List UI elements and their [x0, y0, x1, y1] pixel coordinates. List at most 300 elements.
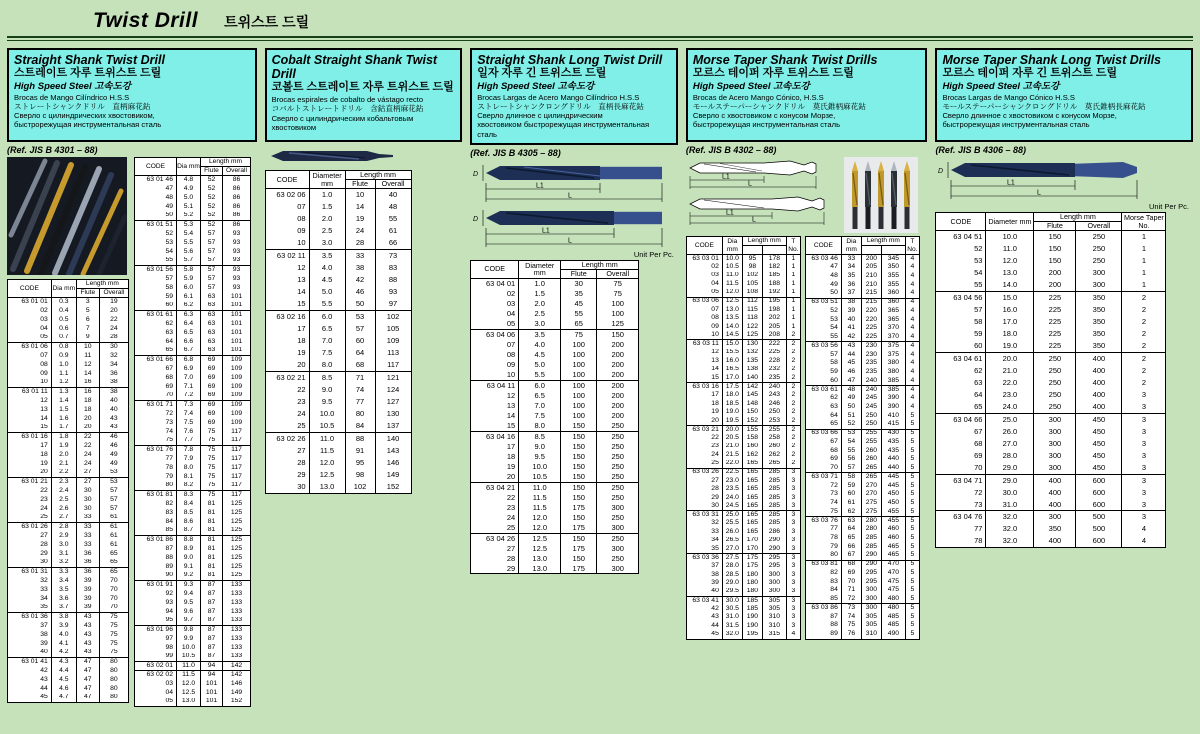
code: 50 — [805, 289, 841, 298]
overall-length: 109 — [223, 356, 251, 365]
size-row — [936, 474, 1166, 486]
code: 78 — [135, 464, 177, 473]
overall-length: 200 — [597, 339, 639, 349]
diameter: 0.6 — [51, 325, 76, 334]
diameter: 54 — [841, 438, 861, 447]
flute-length: 245 — [861, 403, 881, 412]
diameter: 11.0 — [722, 272, 742, 281]
code: 87 — [135, 545, 177, 554]
overall-length: 53 — [99, 478, 128, 487]
diameter: 3.9 — [51, 622, 76, 631]
diameter: 32.0 — [986, 535, 1034, 547]
flute-length: 47 — [76, 676, 99, 685]
diameter: 44 — [841, 351, 861, 360]
flute-length: 190 — [742, 613, 762, 622]
overall-length: 600 — [1076, 535, 1122, 547]
diameter: 76 — [841, 630, 861, 639]
size-row — [135, 185, 251, 194]
diameter: 3.1 — [51, 550, 76, 559]
diameter: 10.5 — [177, 653, 201, 662]
code: 63 01 46 — [135, 176, 177, 185]
diameter: 2.5 — [309, 225, 345, 237]
size-row — [8, 451, 129, 460]
diameter: 74 — [841, 613, 861, 622]
code: 39 — [686, 579, 722, 588]
size-row — [686, 280, 800, 289]
overall-length: 61 — [99, 541, 128, 550]
overall-length: 440 — [881, 455, 905, 464]
diameter: 28.0 — [722, 562, 742, 571]
diameter: 5.3 — [177, 221, 201, 230]
size-row — [135, 554, 251, 563]
overall-length: 600 — [1076, 474, 1122, 486]
svg-text:L: L — [568, 237, 573, 245]
code: 77 — [936, 523, 986, 535]
overall-length: 440 — [881, 464, 905, 473]
diameter: 23.5 — [722, 485, 742, 494]
flute-length: 200 — [1034, 279, 1076, 291]
diameter: 6.6 — [177, 338, 201, 347]
taper-no: 4 — [905, 351, 919, 360]
code: 58 — [936, 316, 986, 328]
taper-no: 3 — [786, 477, 800, 486]
flute-length: 45 — [561, 299, 597, 309]
overall-length: 265 — [762, 460, 786, 469]
size-row — [265, 323, 411, 335]
code: 63 03 41 — [686, 596, 722, 605]
diameter: 7.3 — [177, 401, 201, 410]
code: 72 — [936, 486, 986, 498]
size-row — [8, 415, 129, 424]
code: 63 01 41 — [8, 658, 52, 667]
overall-length: 93 — [223, 275, 251, 284]
size-row — [686, 408, 800, 417]
taper-no: 4 — [905, 394, 919, 403]
size-row — [135, 320, 251, 329]
overall-length: 250 — [597, 421, 639, 431]
diameter: 0.5 — [51, 316, 76, 325]
column-header: Flute — [561, 269, 597, 278]
overall-length: 24 — [99, 325, 128, 334]
description-line: ストレートシャンクドリル 直柄麻花鉆 — [14, 101, 151, 111]
flute-length: 14 — [345, 201, 375, 213]
diameter: 5.6 — [177, 248, 201, 257]
code: 63 04 71 — [936, 474, 986, 486]
size-row — [265, 310, 411, 322]
drill-bits-photo — [7, 157, 127, 275]
overall-length: 117 — [223, 437, 251, 446]
diameter: 5.5 — [309, 298, 345, 310]
size-row — [686, 537, 800, 546]
diameter: 4.4 — [51, 667, 76, 676]
size-row — [471, 401, 639, 411]
flute-length: 300 — [1034, 450, 1076, 462]
overall-length: 38 — [99, 379, 128, 388]
code: 70 — [936, 462, 986, 474]
diameter: 52 — [841, 420, 861, 429]
diameter: 3.0 — [519, 319, 561, 329]
overall-length: 117 — [223, 455, 251, 464]
size-row — [936, 486, 1166, 498]
flute-length: 150 — [1034, 231, 1076, 243]
diameter: 21.5 — [722, 451, 742, 460]
flute-length: 75 — [201, 455, 223, 464]
taper-no: 2 — [1122, 291, 1166, 303]
column-header — [742, 246, 762, 255]
diameter: 2.3 — [51, 478, 76, 487]
overall-length: 101 — [223, 329, 251, 338]
size-row — [686, 434, 800, 443]
flute-length: 115 — [742, 306, 762, 315]
flute-length: 14 — [76, 370, 99, 379]
diameter: 1.0 — [51, 361, 76, 370]
code: 67 — [936, 426, 986, 438]
code: 03 — [8, 316, 52, 325]
overall-length: 146 — [223, 680, 251, 689]
code: 80 — [135, 482, 177, 491]
flute-length: 195 — [742, 631, 762, 640]
diameter: 2.1 — [51, 460, 76, 469]
diameter: 63 — [841, 517, 861, 526]
section-title-en: Straight Shank Twist Drill — [14, 53, 165, 67]
section-header — [935, 48, 1193, 142]
flute-length: 300 — [861, 586, 881, 595]
overall-length: 400 — [1076, 401, 1122, 413]
size-row — [135, 374, 251, 383]
column-header: Diameter mm — [519, 260, 561, 278]
flute-length: 108 — [742, 289, 762, 298]
taper-no: 4 — [1122, 535, 1166, 547]
diameter: 65 — [841, 534, 861, 543]
diameter: 22.5 — [722, 468, 742, 477]
size-row — [135, 329, 251, 338]
code: 69 — [135, 383, 177, 392]
overall-length: 365 — [881, 316, 905, 325]
overall-length: 70 — [99, 577, 128, 586]
diameter: 1.5 — [519, 289, 561, 299]
size-row — [471, 319, 639, 329]
flute-length: 39 — [76, 604, 99, 613]
flute-length: 63 — [201, 329, 223, 338]
flute-length: 101 — [201, 689, 223, 698]
overall-length: 117 — [223, 464, 251, 473]
size-row — [135, 464, 251, 473]
overall-length: 70 — [99, 604, 128, 613]
code: 17 — [471, 441, 519, 451]
size-row — [805, 289, 919, 298]
diameter: 4.5 — [309, 274, 345, 286]
size-row — [936, 511, 1166, 523]
code: 59 — [135, 293, 177, 302]
taper-no: 2 — [786, 349, 800, 358]
diameter: 4.0 — [51, 631, 76, 640]
svg-text:L1: L1 — [1007, 179, 1016, 187]
overall-length: 86 — [223, 194, 251, 203]
flute-length: 63 — [201, 320, 223, 329]
flute-length: 81 — [201, 563, 223, 572]
column-header: Diameter mm — [986, 213, 1034, 231]
flute-length: 165 — [742, 460, 762, 469]
size-row — [936, 279, 1166, 291]
diameter: 5.0 — [177, 194, 201, 203]
diameter: 3.3 — [51, 568, 76, 577]
code: 17 — [265, 323, 309, 335]
code: 14 — [471, 411, 519, 421]
overall-length: 73 — [375, 249, 411, 261]
overall-length: 600 — [1076, 499, 1122, 511]
taper-no: 5 — [905, 630, 919, 639]
code: 18 — [686, 400, 722, 409]
flute-length: 400 — [1034, 535, 1076, 547]
flute-length: 88 — [345, 432, 375, 444]
diameter: 3.2 — [51, 559, 76, 568]
overall-length: 49 — [99, 460, 128, 469]
flute-length: 150 — [1034, 243, 1076, 255]
size-row — [265, 237, 411, 249]
overall-length: 480 — [881, 604, 905, 613]
code: 44 — [686, 622, 722, 631]
code: 53 — [135, 239, 177, 248]
column-header: Length mm — [861, 237, 905, 246]
diameter: 9.1 — [177, 563, 201, 572]
taper-no: 5 — [905, 508, 919, 517]
size-row — [805, 333, 919, 342]
diameter: 16.5 — [722, 366, 742, 375]
overall-length: 102 — [375, 310, 411, 322]
diameter: 5.0 — [309, 286, 345, 298]
overall-length: 480 — [881, 595, 905, 604]
taper-no: 5 — [905, 455, 919, 464]
diameter: 4.2 — [51, 649, 76, 658]
size-row — [686, 631, 800, 640]
overall-length: 86 — [223, 212, 251, 221]
diameter: 31.5 — [722, 622, 742, 631]
code: 19 — [471, 462, 519, 472]
diameter: 28.0 — [986, 450, 1034, 462]
overall-length: 109 — [223, 383, 251, 392]
diameter: 6.3 — [177, 311, 201, 320]
flute-length: 300 — [861, 604, 881, 613]
flute-length: 265 — [861, 473, 881, 482]
diameter: 70 — [841, 578, 861, 587]
diameter: 5.2 — [177, 212, 201, 221]
svg-text:L1: L1 — [725, 209, 734, 217]
diameter: 12.0 — [177, 680, 201, 689]
diameter: 6.1 — [177, 293, 201, 302]
overall-length: 28 — [99, 334, 128, 343]
size-table — [470, 260, 639, 574]
section-straight-shank-long-twist-drill — [470, 48, 678, 574]
flute-length: 400 — [1034, 499, 1076, 511]
overall-length: 430 — [881, 429, 905, 438]
taper-no: 5 — [905, 551, 919, 560]
flute-length: 47 — [76, 685, 99, 694]
flute-length: 122 — [742, 323, 762, 332]
diameter: 29.0 — [722, 579, 742, 588]
code: 82 — [805, 569, 841, 578]
column-header — [881, 246, 905, 255]
diameter: 6.0 — [519, 380, 561, 390]
size-row — [135, 581, 251, 590]
taper-drill — [891, 161, 897, 229]
size-row — [686, 400, 800, 409]
diameter: 1.3 — [51, 388, 76, 397]
code: 80 — [805, 551, 841, 560]
code: 63 04 66 — [936, 413, 986, 425]
code: 20 — [8, 469, 52, 478]
flute-length: 27 — [76, 478, 99, 487]
code: 79 — [135, 473, 177, 482]
code: 03 — [471, 299, 519, 309]
overall-length: 350 — [1076, 316, 1122, 328]
size-row — [805, 595, 919, 604]
code: 72 — [805, 482, 841, 491]
code: 93 — [135, 599, 177, 608]
size-row — [805, 482, 919, 491]
overall-length: 86 — [223, 203, 251, 212]
taper-no: 2 — [786, 400, 800, 409]
size-table — [7, 279, 129, 703]
section-title-en: Cobalt Straight Shank Twist Drill — [271, 53, 438, 81]
size-row — [265, 384, 411, 396]
description-line: Сверло с хвостовиком с конусом Морзе, — [692, 111, 836, 121]
code: 63 01 76 — [135, 446, 177, 455]
overall-length: 350 — [1076, 291, 1122, 303]
code: 28 — [8, 541, 52, 550]
overall-length: 105 — [375, 323, 411, 335]
code: 05 — [471, 319, 519, 329]
size-row — [265, 420, 411, 432]
flute-length: 305 — [861, 621, 881, 630]
diameter: 18.0 — [986, 328, 1034, 340]
code: 59 — [936, 328, 986, 340]
overall-length: 228 — [762, 357, 786, 366]
size-row — [936, 499, 1166, 511]
diameter: 6.7 — [177, 347, 201, 356]
overall-length: 109 — [223, 401, 251, 410]
diameter: 26.0 — [722, 528, 742, 537]
size-row — [135, 275, 251, 284]
taper-no: 3 — [786, 519, 800, 528]
flute-length: 150 — [561, 462, 597, 472]
code: 63 01 86 — [135, 536, 177, 545]
size-row — [8, 649, 129, 658]
overall-length: 34 — [99, 361, 128, 370]
code: 20 — [265, 359, 309, 371]
flute-length: 16 — [76, 379, 99, 388]
flute-length: 250 — [861, 412, 881, 421]
size-row — [805, 394, 919, 403]
taper-no: 3 — [786, 579, 800, 588]
diameter: 11.0 — [309, 432, 345, 444]
size-row — [686, 383, 800, 392]
overall-length: 285 — [762, 494, 786, 503]
overall-length: 133 — [223, 590, 251, 599]
taper-no: 1 — [786, 297, 800, 306]
taper-no: 5 — [905, 464, 919, 473]
size-row — [805, 621, 919, 630]
overall-length: 117 — [375, 359, 411, 371]
size-row — [135, 455, 251, 464]
size-row — [135, 491, 251, 500]
taper-no: 4 — [905, 298, 919, 307]
overall-length: 250 — [597, 482, 639, 492]
flute-length: 33 — [76, 514, 99, 523]
diameter: 42 — [841, 333, 861, 342]
code: 09 — [686, 323, 722, 332]
diameter: 4.0 — [519, 339, 561, 349]
code: 57 — [936, 304, 986, 316]
flute-length: 36 — [76, 568, 99, 577]
overall-length: 305 — [762, 596, 786, 605]
section-straight-shank-twist-drill — [7, 48, 257, 707]
column-header: Length mm — [201, 158, 251, 167]
column-header — [861, 246, 881, 255]
code: 29 — [265, 469, 309, 481]
overall-length: 465 — [881, 551, 905, 560]
diameter: 10.5 — [309, 420, 345, 432]
column-header: T No. — [788, 238, 799, 253]
size-row — [135, 338, 251, 347]
size-row — [135, 383, 251, 392]
flute-length: 81 — [201, 509, 223, 518]
overall-length: 250 — [762, 408, 786, 417]
size-row — [686, 306, 800, 315]
size-row — [265, 432, 411, 444]
flute-length: 105 — [742, 280, 762, 289]
flute-length: 63 — [201, 293, 223, 302]
flute-length: 75 — [201, 428, 223, 437]
diameter: 12.5 — [722, 297, 742, 306]
flute-length: 5 — [76, 307, 99, 316]
taper-no: 1 — [786, 289, 800, 298]
taper-no: 3 — [786, 571, 800, 580]
diameter: 13.0 — [177, 698, 201, 707]
size-row — [135, 419, 251, 428]
jis-reference: (Ref. JIS B 4305 – 88) — [470, 147, 561, 158]
code: 23 — [8, 496, 52, 505]
overall-length: 93 — [223, 266, 251, 275]
taper-no: 2 — [786, 391, 800, 400]
code: 25 — [686, 460, 722, 469]
overall-length: 93 — [223, 230, 251, 239]
diameter: 48 — [841, 386, 861, 395]
code: 22 — [686, 434, 722, 443]
flute-length: 87 — [201, 608, 223, 617]
diameter: 8.5 — [309, 371, 345, 383]
size-row — [471, 309, 639, 319]
code: 27 — [8, 532, 52, 541]
diameter: 5.1 — [177, 203, 201, 212]
code: 25 — [471, 523, 519, 533]
overall-length: 130 — [375, 408, 411, 420]
size-row — [265, 274, 411, 286]
size-row — [135, 680, 251, 689]
code: 63 02 06 — [265, 189, 309, 201]
taper-no: 2 — [786, 425, 800, 434]
diameter: 15.0 — [986, 291, 1034, 303]
diameter: 12.5 — [519, 543, 561, 553]
code: 63 02 16 — [265, 310, 309, 322]
size-row — [135, 698, 251, 707]
overall-length: 500 — [1076, 523, 1122, 535]
code: 29 — [686, 494, 722, 503]
overall-length: 450 — [1076, 438, 1122, 450]
code: 57 — [805, 351, 841, 360]
diameter: 10.0 — [177, 644, 201, 653]
diameter: 55 — [841, 447, 861, 456]
code: 63 01 91 — [135, 581, 177, 590]
